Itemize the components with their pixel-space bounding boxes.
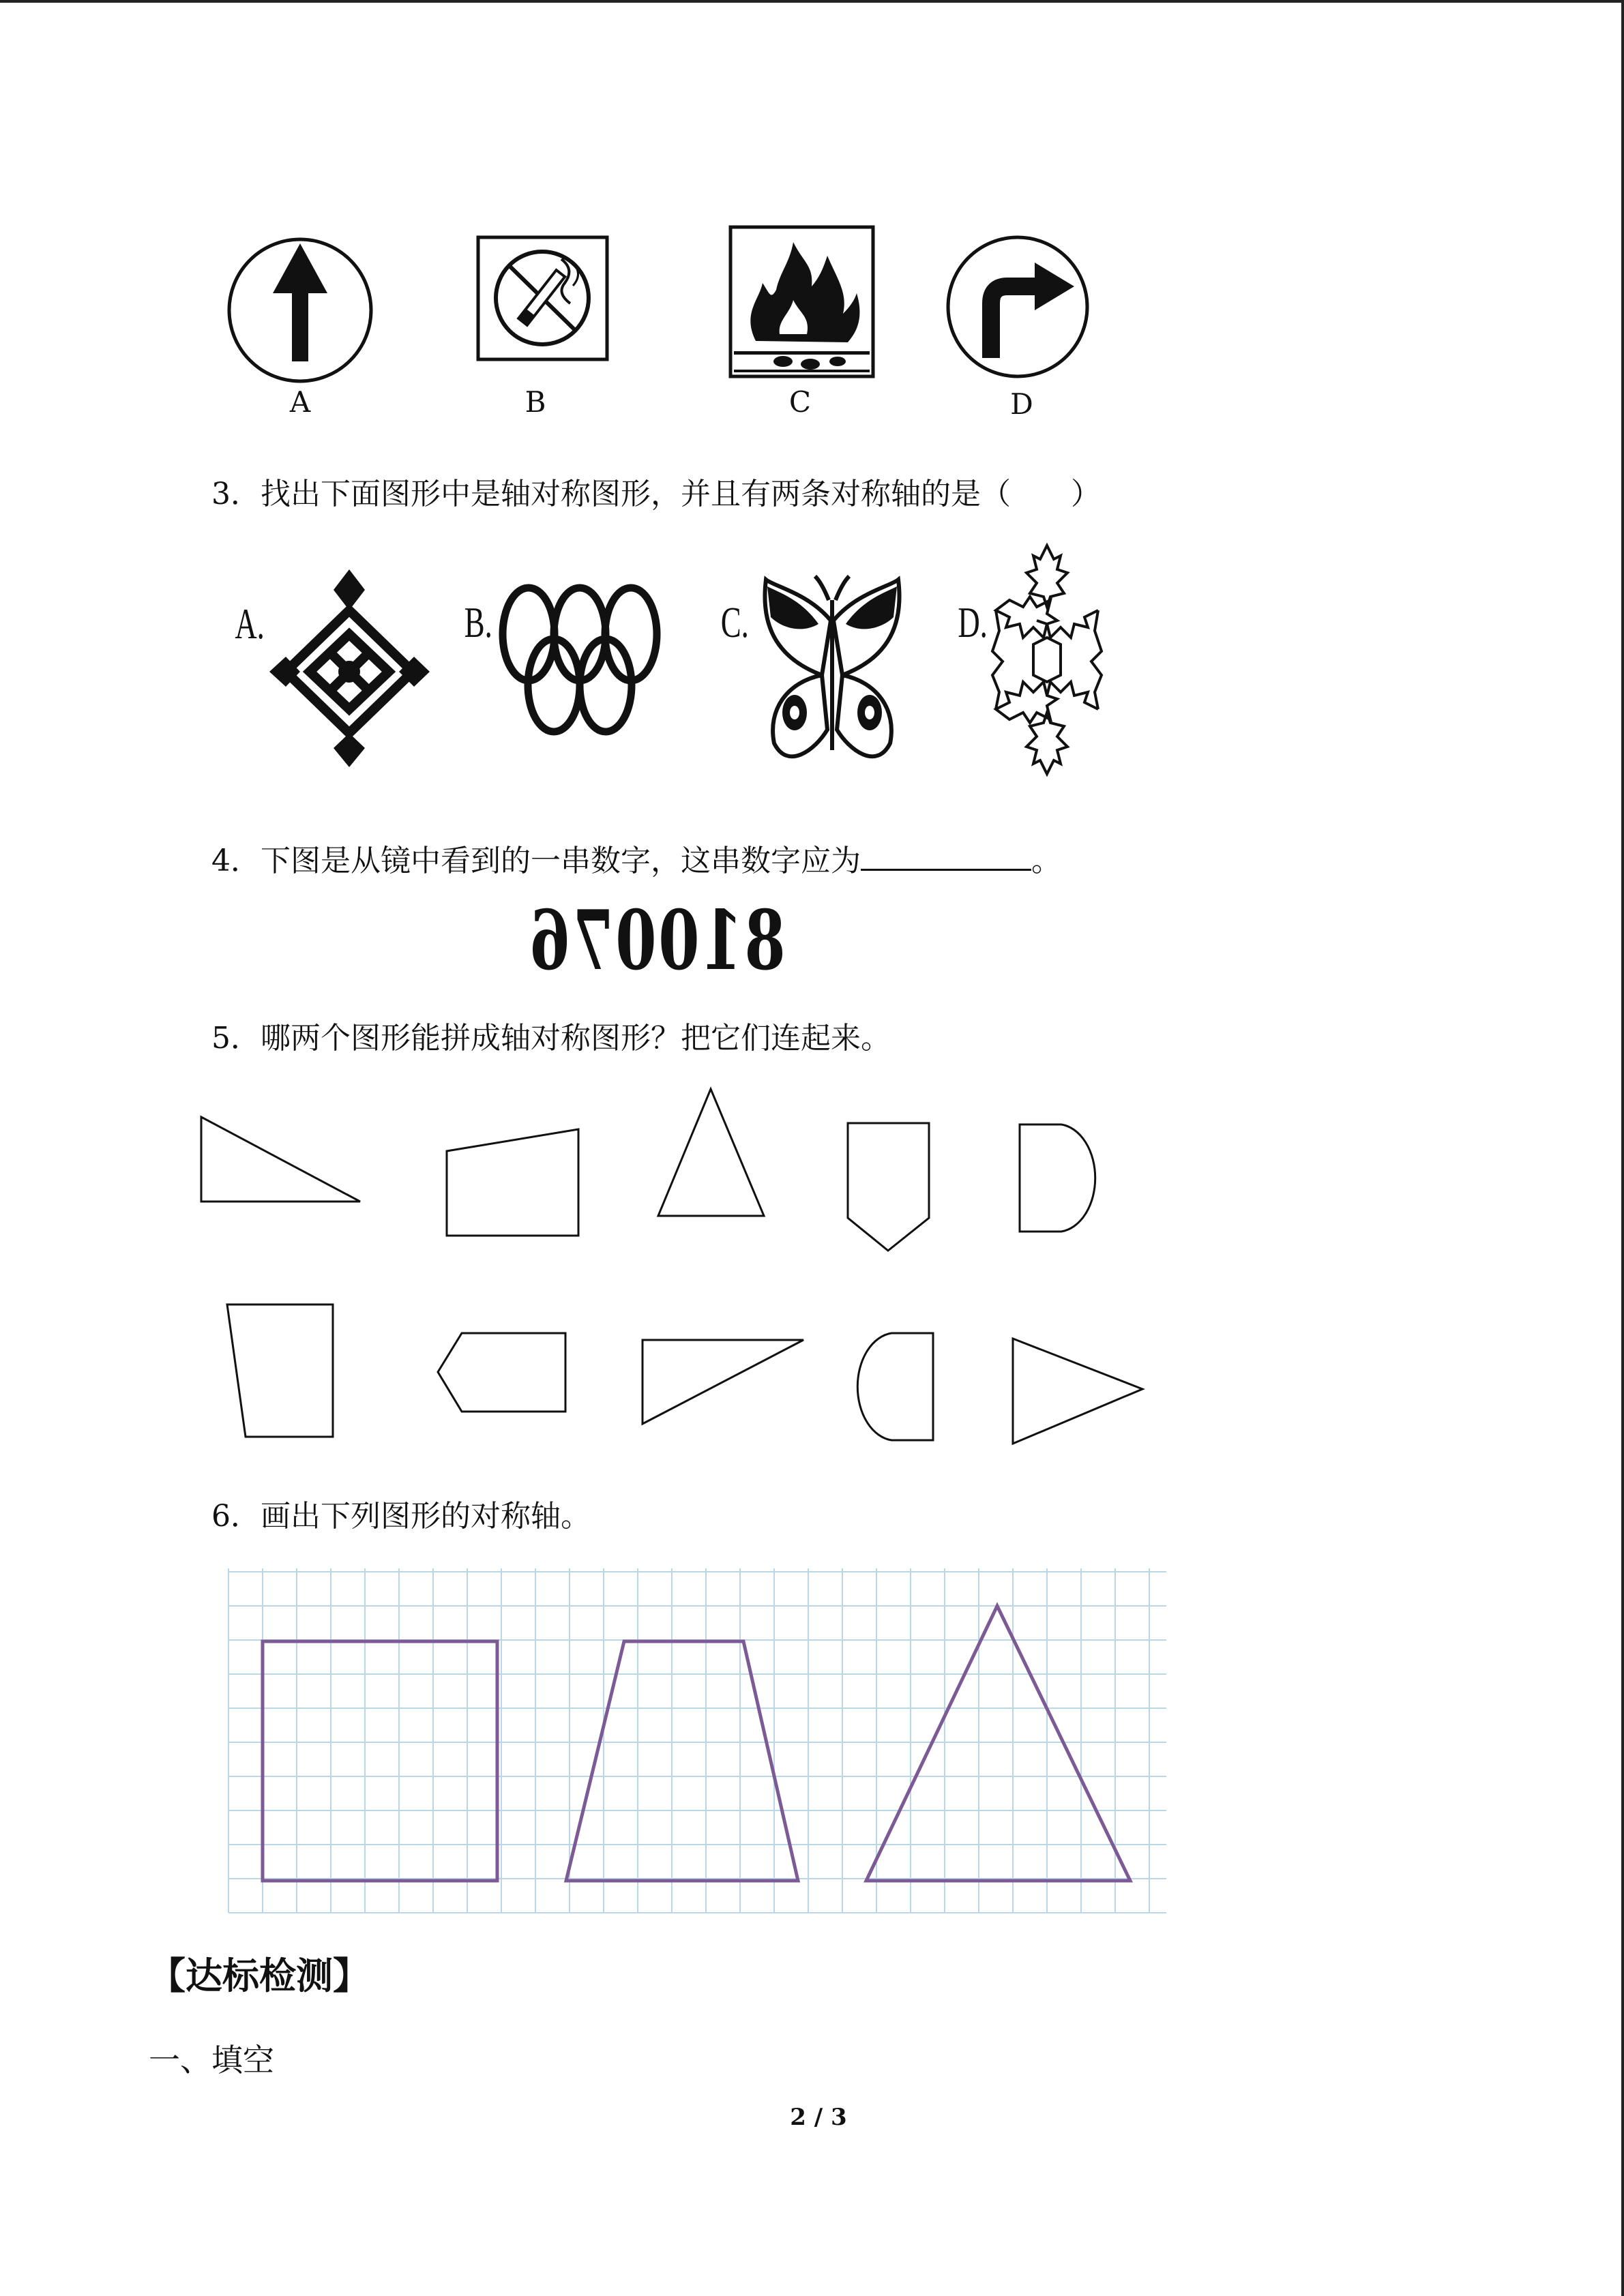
option-a-label: A. xyxy=(235,599,265,648)
shape-right-triangle-1 xyxy=(201,1117,360,1202)
sign-label-c: C xyxy=(788,385,812,419)
shape-pentagon-down xyxy=(848,1123,929,1251)
shape-trapezoid-1 xyxy=(447,1129,578,1236)
question-6: 6．画出下列图形的对称轴。 xyxy=(211,1499,591,1534)
option-d-label: D. xyxy=(958,598,988,646)
sign-label-b: B xyxy=(525,385,546,419)
shape-trapezoid-2 xyxy=(227,1304,333,1437)
page-number: 2 / 3 xyxy=(790,2104,847,2131)
grid-figure xyxy=(228,1568,1166,1913)
section-title: 【达标检测】 xyxy=(149,1954,370,1997)
question-3: 3．找出下面图形中是轴对称图形，并且有两条对称轴的是（ ） xyxy=(211,477,1101,511)
shape-triangle-isosceles xyxy=(658,1089,764,1216)
shape-pentagon-left xyxy=(438,1333,565,1412)
shape-d-left xyxy=(857,1333,933,1440)
shape-right-triangle-2 xyxy=(643,1340,803,1424)
fill-blank-heading: 一、填空 xyxy=(149,2042,274,2078)
question-4-end: 。 xyxy=(1031,844,1061,878)
sign-label-d: D xyxy=(1010,387,1033,421)
grid-lines xyxy=(228,1568,1166,1913)
question-4-text: 4．下图是从镜中看到的一串数字，这串数字应为 xyxy=(211,844,861,878)
option-b-label: B. xyxy=(464,598,492,646)
sign-label-a: A xyxy=(289,385,311,419)
mirrored-digits: 810076 xyxy=(527,893,786,989)
grid-triangle xyxy=(866,1606,1130,1881)
question-5: 5．哪两个图形能拼成轴对称图形？把它们连起来。 xyxy=(211,1021,891,1056)
option-c-label: C. xyxy=(720,598,749,646)
shape-d-right xyxy=(1020,1124,1095,1232)
shape-triangle-right xyxy=(1013,1339,1142,1444)
